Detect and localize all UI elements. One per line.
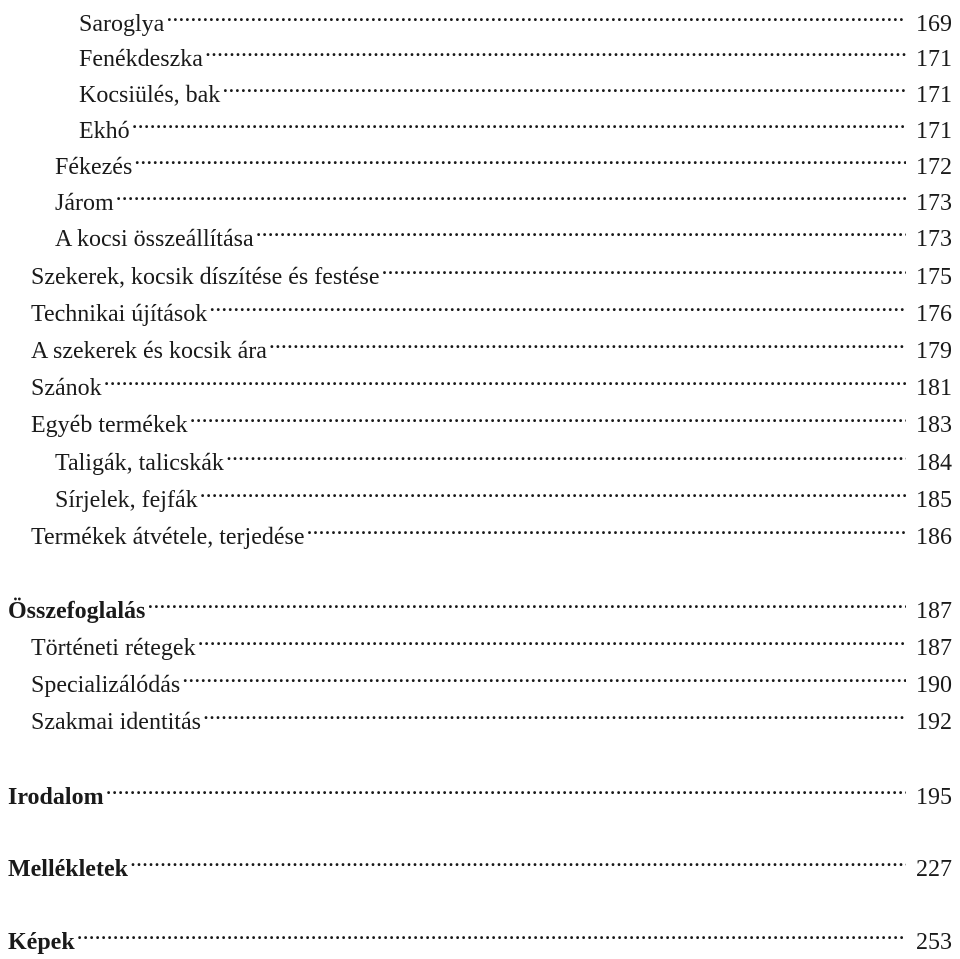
toc-entry-title: Járom [55,190,114,216]
toc-dot-leader [190,398,906,432]
toc-entry-termekek-atvetele[interactable] [0,510,952,550]
toc-entry-title: Taligák, talicskák [55,450,224,476]
toc-dot-leader [77,915,906,949]
toc-entry-page: 192 [916,709,952,735]
toc-entry-title: A kocsi összeállítása [55,226,254,252]
toc-entry-page: 195 [916,784,952,810]
toc-entry-szanok[interactable] [0,361,952,401]
toc-dot-leader [106,770,906,804]
toc-entry-page: 172 [916,154,952,180]
toc-entry-title: Termékek átvétele, terjedése [31,524,305,550]
toc-entry-title: Fékezés [55,154,133,180]
toc-dot-leader [203,695,906,729]
toc-entry-page: 187 [916,635,952,661]
toc-dot-leader [200,473,906,507]
toc-dot-leader [205,32,906,66]
toc-entry-title: Képek [8,929,75,955]
toc-entry-egyeb-termekek[interactable] [0,398,952,438]
toc-dot-leader [166,0,906,31]
toc-entry-title: Sírjelek, fejfák [55,487,198,513]
toc-entry-page: 176 [916,301,952,327]
toc-entry-szekerek-ara[interactable] [0,324,952,364]
toc-dot-leader [116,176,906,210]
toc-entry-title: Szekerek, kocsik díszítése és festése [31,264,380,290]
toc-dot-leader [132,104,906,138]
toc-entry-page: 184 [916,450,952,476]
toc-dot-leader [182,658,906,692]
toc-entry-title: Technikai újítások [31,301,208,327]
toc-entry-page: 171 [916,46,952,72]
toc-dot-leader [198,621,906,655]
toc-entry-page: 253 [916,929,952,955]
toc-entry-page: 171 [916,82,952,108]
toc-entry-page: 175 [916,264,952,290]
toc-entry-title: Specializálódás [31,672,181,698]
toc-entry-page: 185 [916,487,952,513]
toc-entry-title: Kocsiülés, bak [79,82,221,108]
toc-dot-leader [256,212,906,246]
toc-entry-page: 183 [916,412,952,438]
toc-entry-title: Mellékletek [8,856,128,882]
toc-entry-jarom[interactable] [0,176,952,216]
toc-dot-leader [147,584,906,618]
toc-entry-kocsiules[interactable] [0,68,952,108]
toc-entry-title: Összefoglalás [8,598,146,624]
toc-entry-title: Szakmai identitás [31,709,201,735]
toc-entry-title: Történeti rétegek [31,635,196,661]
toc-entry-title: Szánok [31,375,102,401]
toc-entry-ekho[interactable] [0,104,952,144]
toc-entry-diszitese-festese[interactable] [0,250,952,290]
toc-entry-page: 171 [916,118,952,144]
toc-entry-irodalom[interactable] [0,770,952,810]
toc-entry-title: A szekerek és kocsik ára [31,338,267,364]
toc-entry-kepek[interactable] [0,915,952,955]
toc-dot-leader [134,140,906,174]
toc-entry-page: 173 [916,190,952,216]
toc-entry-title: Fenékdeszka [79,46,203,72]
toc-dot-leader [307,510,907,544]
toc-entry-sirjelek[interactable] [0,473,952,513]
toc-entry-title: Irodalom [8,784,104,810]
toc-dot-leader [222,68,906,102]
toc-dot-leader [130,842,906,876]
toc-entry-page: 186 [916,524,952,550]
toc-entry-page: 227 [916,856,952,882]
toc-entry-title: Egyéb termékek [31,412,188,438]
toc-dot-leader [382,250,906,284]
toc-entry-page: 179 [916,338,952,364]
toc-entry-kocsi-osszeallitasa[interactable] [0,212,952,252]
toc-entry-page: 181 [916,375,952,401]
toc-dot-leader [209,287,906,321]
toc-entry-page: 169 [916,11,952,37]
toc-entry-page: 187 [916,598,952,624]
toc-entry-torteneti-retegek[interactable] [0,621,952,661]
toc-entry-osszefoglalas[interactable] [0,584,952,624]
toc-entry-mellekletek[interactable] [0,842,952,882]
toc-entry-saroglya[interactable] [0,0,952,37]
toc-entry-specializalodas[interactable] [0,658,952,698]
toc-entry-page: 173 [916,226,952,252]
toc-entry-title: Saroglya [79,11,165,37]
toc-entry-title: Ekhó [79,118,130,144]
toc-dot-leader [104,361,906,395]
toc-entry-page: 190 [916,672,952,698]
toc-entry-fenekdeszka[interactable] [0,32,952,72]
toc-dot-leader [226,436,906,470]
toc-entry-szakmai-identitas[interactable] [0,695,952,735]
toc-entry-fekezes[interactable] [0,140,952,180]
toc-entry-taligak[interactable] [0,436,952,476]
toc-entry-technikai-ujitasok[interactable] [0,287,952,327]
toc-dot-leader [269,324,906,358]
